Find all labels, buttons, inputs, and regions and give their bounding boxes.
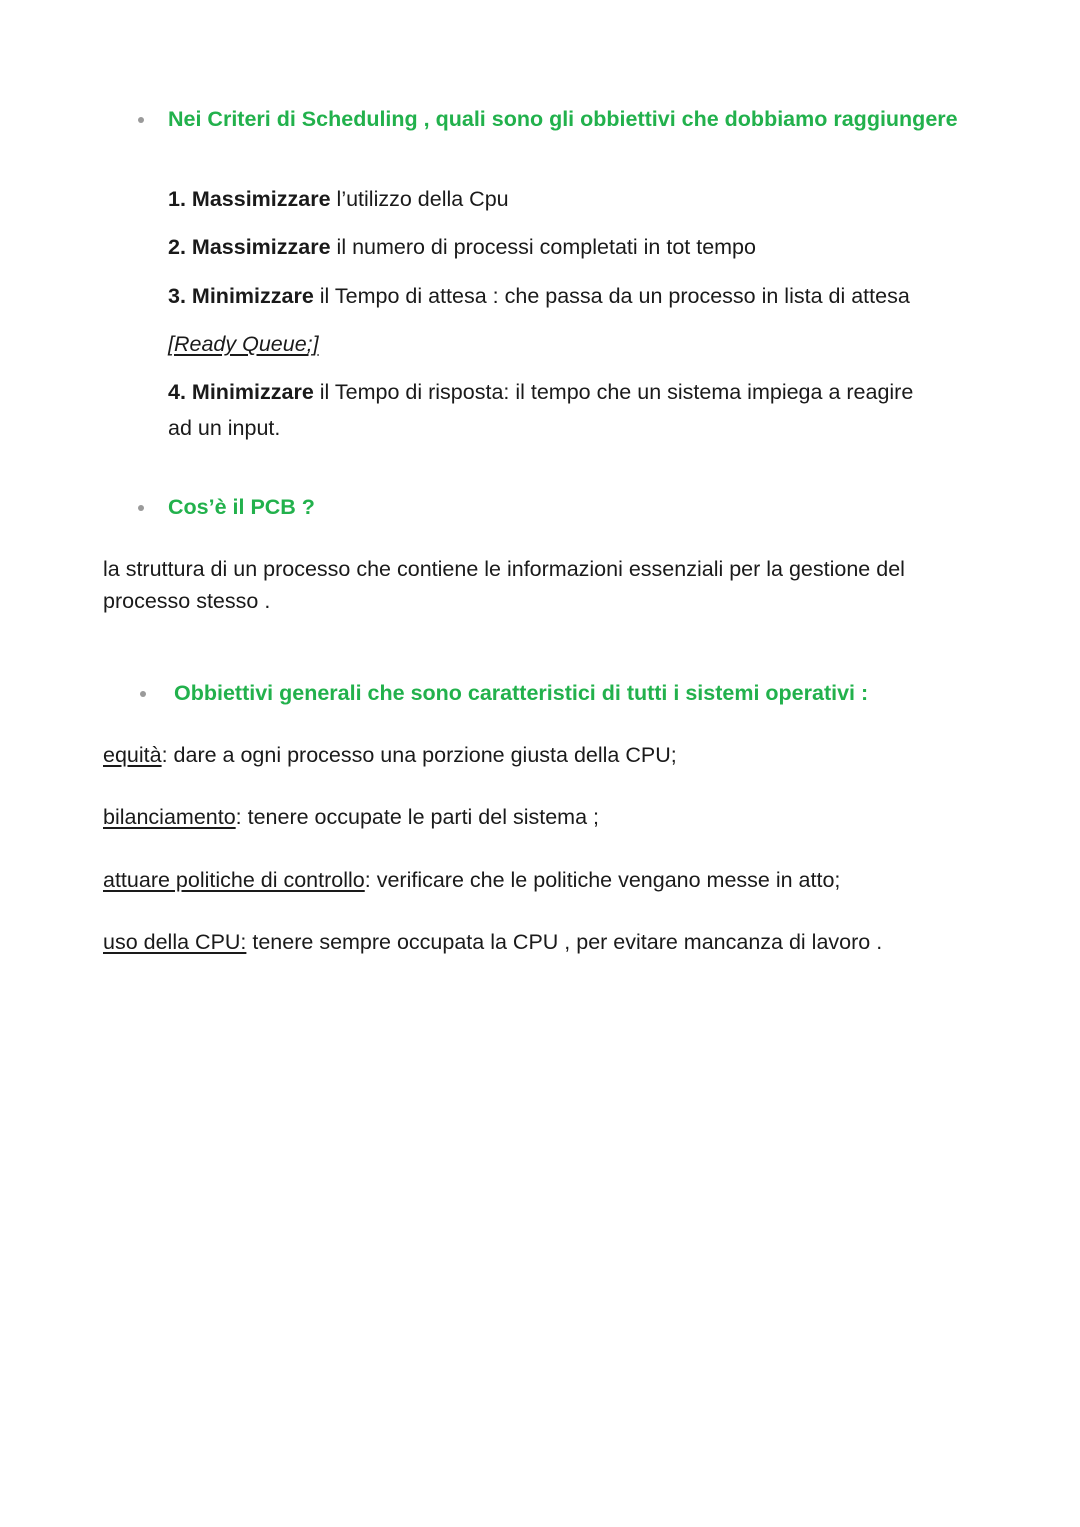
list-item-3: 3. Minimizzare il Tempo di attesa : che passa da un processo in lista di attesa	[168, 284, 910, 308]
definition-politiche-controllo: attuare politiche di controllo: verificare che le politiche vengano messe in atto;	[103, 868, 841, 892]
list-item-1: 1. Massimizzare l’utilizzo della Cpu	[168, 187, 509, 211]
bullet-icon	[138, 117, 144, 123]
bullet-icon	[140, 691, 146, 697]
definition-bilanciamento: bilanciamento: tenere occupate le parti del sistema ;	[103, 805, 599, 829]
section3-heading: Obbiettivi generali che sono caratteristici di tutti i sistemi operativi :	[174, 681, 869, 705]
section1-heading: Nei Criteri di Scheduling , quali sono gli obbiettivi che dobbiamo raggiungere	[168, 107, 958, 131]
list-item-2: 2. Massimizzare il numero di processi completati in tot tempo	[168, 235, 756, 259]
pcb-answer: la struttura di un processo che contiene le informazioni essenziali per la gestione del processo stesso .	[103, 557, 905, 613]
definition-uso-cpu: uso della CPU: tenere sempre occupata la CPU , per evitare mancanza di lavoro .	[103, 930, 883, 954]
ready-queue-note: [Ready Queue;]	[168, 332, 319, 356]
section2-heading: Cos’è il PCB ?	[168, 495, 315, 519]
list-item-4-continued: ad un input.	[168, 416, 281, 440]
list-item-4: 4. Minimizzare il Tempo di risposta: il tempo che un sistema impiega a reagire	[168, 380, 914, 404]
bullet-icon	[138, 505, 144, 511]
definition-equita: equità: dare a ogni processo una porzione giusta della CPU;	[103, 743, 677, 767]
